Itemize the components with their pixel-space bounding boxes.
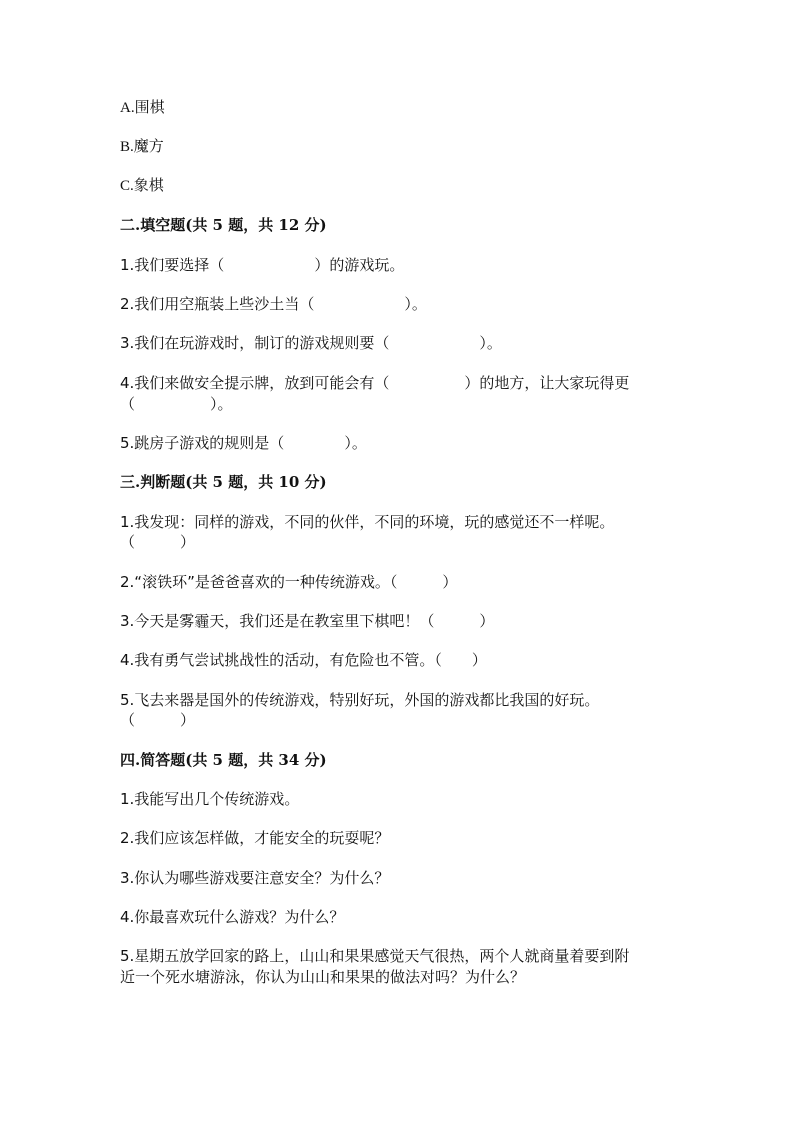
question-3-1: 1.我发现：同样的游戏，不同的伙伴，不同的环境，玩的感觉还不一样呢。 bbox=[120, 513, 615, 531]
section-heading-true-false: 三.判断题(共 5 题，共 10 分) bbox=[120, 473, 327, 491]
question-2-4-continuation: （ ）。 bbox=[120, 395, 233, 413]
question-4-3: 3.你认为哪些游戏要注意安全？为什么？ bbox=[120, 869, 390, 887]
question-2-5: 5.跳房子游戏的规则是（ ）。 bbox=[120, 434, 367, 452]
question-4-1: 1.我能写出几个传统游戏。 bbox=[120, 790, 300, 808]
question-4-5: 5.星期五放学回家的路上，山山和果果感觉天气很热，两个人就商量着要到附 bbox=[120, 947, 630, 965]
question-2-2: 2.我们用空瓶装上些沙土当（ ）。 bbox=[120, 295, 427, 313]
section-heading-fill-in: 二.填空题(共 5 题，共 12 分) bbox=[120, 216, 327, 234]
question-3-5: 5.飞去来器是国外的传统游戏，特别好玩，外国的游戏都比我国的好玩。 bbox=[120, 691, 600, 709]
question-3-4: 4.我有勇气尝试挑战性的活动，有危险也不管。（ ） bbox=[120, 651, 487, 669]
question-2-1: 1.我们要选择（ ）的游戏玩。 bbox=[120, 256, 405, 274]
question-2-3: 3.我们在玩游戏时，制订的游戏规则要（ ）。 bbox=[120, 334, 502, 352]
option-a: A.围棋 bbox=[120, 100, 165, 116]
section-heading-short-answer: 四.简答题(共 5 题，共 34 分) bbox=[120, 751, 327, 769]
question-4-5-continuation: 近一个死水塘游泳，你认为山山和果果的做法对吗？为什么？ bbox=[120, 968, 526, 986]
option-b: B.魔方 bbox=[120, 139, 164, 155]
option-c: C.象棋 bbox=[120, 178, 164, 194]
question-4-4: 4.你最喜欢玩什么游戏？为什么？ bbox=[120, 908, 345, 926]
question-3-3: 3.今天是雾霾天，我们还是在教室里下棋吧！（ ） bbox=[120, 612, 495, 630]
question-3-1-continuation: （ ） bbox=[120, 533, 196, 551]
question-3-5-continuation: （ ） bbox=[120, 711, 196, 729]
question-4-2: 2.我们应该怎样做，才能安全的玩耍呢？ bbox=[120, 829, 390, 847]
question-2-4: 4.我们来做安全提示牌，放到可能会有（ ）的地方，让大家玩得更 bbox=[120, 374, 630, 392]
question-3-2: 2.“滚铁环”是爸爸喜欢的一种传统游戏。（ ） bbox=[120, 573, 458, 591]
